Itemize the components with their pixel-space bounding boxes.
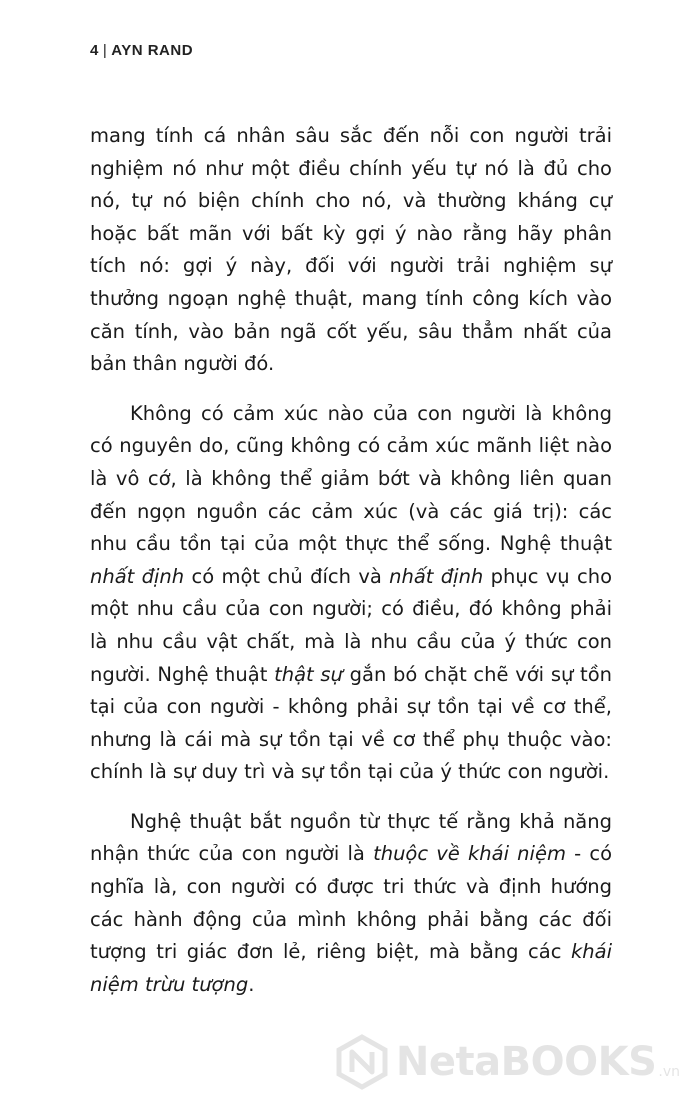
watermark: [334, 1034, 680, 1090]
italic-run: nhất định: [90, 564, 185, 588]
text-run: .: [248, 972, 255, 996]
text-run: Nghệ thuật bắt nguồn từ thực tế rằng khả năng nhận thức của con người là: [90, 809, 612, 866]
paragraph-3: [90, 806, 612, 1002]
paragraph-2: [90, 398, 612, 789]
header-separator: |: [102, 42, 108, 59]
author-name: AYN RAND: [111, 42, 194, 59]
running-head: [90, 42, 193, 59]
italic-run: thật sự: [274, 662, 343, 686]
italic-run: thuộc về khái niệm: [373, 842, 566, 866]
page-number: 4: [90, 42, 99, 59]
body-text: [90, 120, 612, 1018]
text-run: Không có cảm xúc nào của con người là không có nguyên do, cũng không có cảm xúc mãnh liệt nào là vô cớ, là không thể giảm bớt và không liên quan đến ngọn nguồn các cảm xúc (và các giá trị): các nhu cầu tồn tại của một thực thể sống. Nghệ thuật: [90, 401, 612, 556]
italic-run: nhất định: [389, 564, 484, 588]
paragraph-1: [90, 120, 612, 381]
watermark-suffix: .vn: [658, 1064, 680, 1080]
text-run: phục vụ cho một nhu cầu của con người; có điều, đó không phải là nhu cầu vật chất, mà là nhu cầu của ý thức con người. Nghệ thuật: [90, 564, 612, 686]
neta-logo-icon: [334, 1034, 390, 1090]
text-run: có một chủ đích và: [184, 564, 390, 588]
watermark-brand: NetaBOOKS: [395, 1039, 657, 1085]
text-run: gắn bó chặt chẽ với sự tồn tại của con người - không phải sự tồn tại về cơ thể, nhưng là cái mà sự tồn tại về cơ thể phụ thuộc vào: chính là sự duy trì và sự tồn tại của ý thức con người.: [90, 662, 612, 784]
text-run: - có nghĩa là, con người có được tri thức và định hướng các hành động của mình không phải bằng các đối tượng tri giác đơn lẻ, riêng biệt, mà bằng các: [90, 842, 613, 964]
text-run: mang tính cá nhân sâu sắc đến nỗi con người trải nghiệm nó như một điều chính yếu tự nó là đủ cho nó, tự nó biện chính cho nó, và thường kháng cự hoặc bất mãn với bất kỳ gợi ý nào rằng hãy phân tích nó: gợi ý này, đối với người trải nghiệm sự thưởng ngoạn nghệ thuật, mang tính công kích vào căn tính, vào bản ngã cốt yếu, sâu thẳm nhất của bản thân người đó.: [90, 124, 612, 376]
italic-run: khái niệm trừu tượng: [90, 940, 612, 996]
